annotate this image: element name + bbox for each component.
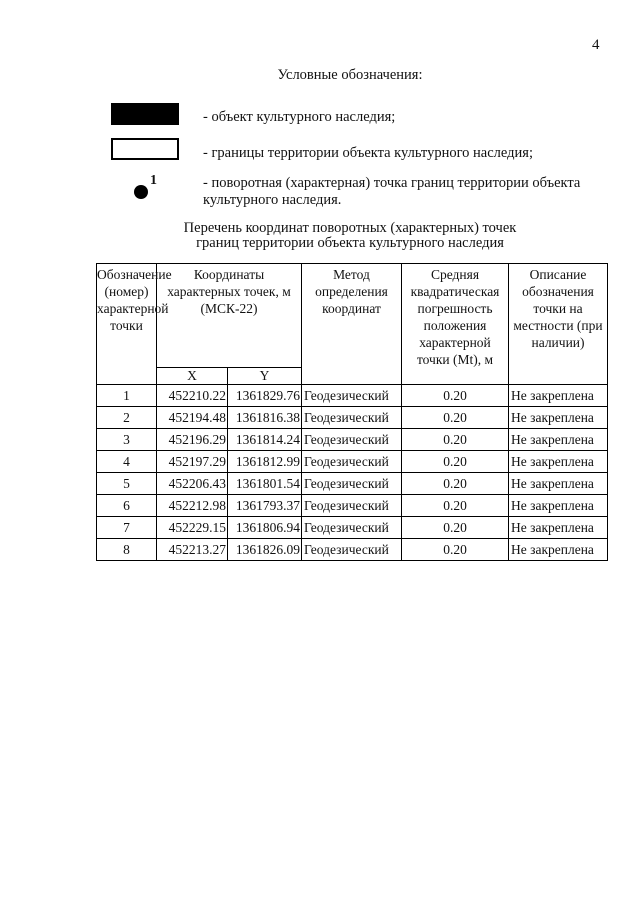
cell-x: 452206.43 [157,473,228,495]
cell-point-number: 8 [97,539,157,561]
cell-point-number: 5 [97,473,157,495]
heritage-object-swatch [111,103,179,125]
table-title-line-2: границ территории объекта культурного наследия [196,235,504,251]
cell-method: Геодезический [302,539,402,561]
cell-method: Геодезический [302,385,402,407]
cell-point-number: 4 [97,451,157,473]
cell-description: Не закреплена [509,429,608,451]
cell-method: Геодезический [302,517,402,539]
cell-method: Геодезический [302,495,402,517]
cell-point-number: 3 [97,429,157,451]
cell-y: 1361816.38 [228,407,302,429]
cell-x: 452210.22 [157,385,228,407]
table-row [97,539,608,561]
header-point-designation: Обозначение (номер) характерной точки [97,264,157,385]
header-description: Описание обозначения точки на местности (при наличии) [509,264,608,385]
legend-item-heritage-object: - объект культурного наследия; [203,109,396,125]
table-row [97,473,608,495]
table-row [97,495,608,517]
cell-description: Не закреплена [509,451,608,473]
legend-item-territory-boundary: - границы территории объекта культурного наследия; [203,145,533,161]
header-mean-error: Средняя квадратическая погрешность положения характерной точки (Mt), м [402,264,509,385]
table-body [97,385,608,561]
territory-boundary-swatch [111,138,179,160]
header-method: Метод определения координат [302,264,402,385]
cell-error: 0.20 [402,385,509,407]
table-row [97,517,608,539]
cell-error: 0.20 [402,429,509,451]
cell-method: Геодезический [302,473,402,495]
table-row [97,429,608,451]
cell-point-number: 6 [97,495,157,517]
cell-x: 452212.98 [157,495,228,517]
cell-method: Геодезический [302,429,402,451]
cell-description: Не закреплена [509,473,608,495]
turning-point-icon [134,185,148,199]
cell-description: Не закреплена [509,407,608,429]
coordinates-table [96,263,608,561]
header-x: X [157,368,228,385]
turning-point-label: 1 [150,173,157,188]
legend-item-turning-point: - поворотная (характерная) точка границ территории объекта культурного наследия. [203,175,581,208]
cell-error: 0.20 [402,407,509,429]
cell-y: 1361806.94 [228,517,302,539]
cell-y: 1361801.54 [228,473,302,495]
cell-method: Геодезический [302,451,402,473]
cell-method: Геодезический [302,407,402,429]
table-title [150,221,550,251]
cell-point-number: 2 [97,407,157,429]
cell-description: Не закреплена [509,495,608,517]
cell-error: 0.20 [402,473,509,495]
table-row [97,385,608,407]
cell-point-number: 7 [97,517,157,539]
cell-x: 452197.29 [157,451,228,473]
cell-error: 0.20 [402,451,509,473]
page-number: 4 [592,37,600,53]
cell-y: 1361814.24 [228,429,302,451]
cell-x: 452196.29 [157,429,228,451]
cell-y: 1361826.09 [228,539,302,561]
cell-description: Не закреплена [509,517,608,539]
cell-error: 0.20 [402,495,509,517]
table-row [97,407,608,429]
header-y: Y [228,368,302,385]
cell-point-number: 1 [97,385,157,407]
table-title-line-1: Перечень координат поворотных (характерных) точек [183,220,517,236]
cell-y: 1361829.76 [228,385,302,407]
cell-description: Не закреплена [509,385,608,407]
cell-x: 452229.15 [157,517,228,539]
legend-title: Условные обозначения: [277,67,423,83]
table-row [97,451,608,473]
cell-x: 452194.48 [157,407,228,429]
cell-description: Не закреплена [509,539,608,561]
cell-y: 1361812.99 [228,451,302,473]
header-coordinates: Координаты характерных точек, м (МСК-22) [157,264,302,368]
cell-error: 0.20 [402,539,509,561]
cell-y: 1361793.37 [228,495,302,517]
cell-error: 0.20 [402,517,509,539]
cell-x: 452213.27 [157,539,228,561]
